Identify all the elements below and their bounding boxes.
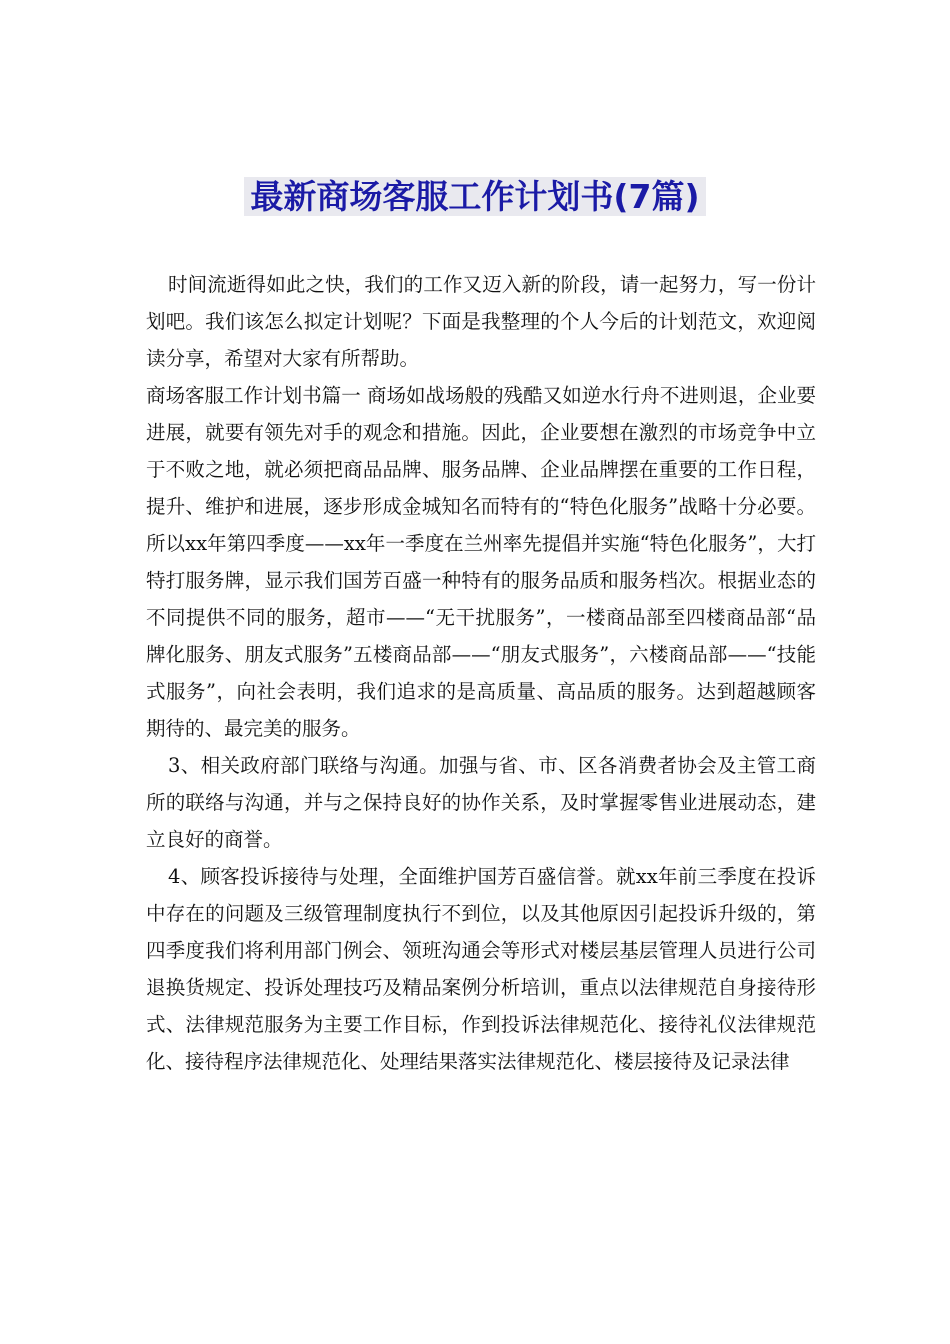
paragraph-intro: 时间流逝得如此之快，我们的工作又迈入新的阶段，请一起努力，写一份计划吧。我们该怎么拟定计划呢？下面是我整理的个人今后的计划范文，欢迎阅读分享，希望对大家有所帮助。 — [146, 273, 816, 370]
paragraph-section-one: 商场客服工作计划书篇一 商场如战场般的残酷又如逆水行舟不进则退，企业要进展，就要有领先对手的观念和措施。因此，企业要想在激烈的市场竞争中立于不败之地，就必须把商品品牌、服务品牌、企业品牌摆在重要的工作日程，提升、维护和进展，逐步形成金城知名而特有的“特色化服务”战略十分必要。所以xx年第四季度——xx年一季度在兰州率先提倡并实施“特色化服务”，大打特打服务牌，显示我们国芳百盛一种特有的服务品质和服务档次。根据业态的不同提供不同的服务，超市——“无干扰服务”，一楼商品部至四楼商品部“品牌化服务、朋友式服务”五楼商品部——“朋友式服务”，六楼商品部——“技能式服务”，向社会表明，我们追求的是高质量、高品质的服务。达到超越顾客期待的、最完美的服务。 — [146, 384, 816, 740]
paragraph-item-3: 3、相关政府部门联络与沟通。加强与省、市、区各消费者协会及主管工商所的联络与沟通，并与之保持良好的协作关系，及时掌握零售业进展动态，建立良好的商誉。 — [146, 754, 816, 851]
document-title-text: 最新商场客服工作计划书(7篇) — [244, 177, 705, 216]
document-body — [146, 266, 816, 1080]
paragraph-item-4: 4、顾客投诉接待与处理，全面维护国芳百盛信誉。就xx年前三季度在投诉中存在的问题及三级管理制度执行不到位，以及其他原因引起投诉升级的，第四季度我们将利用部门例会、领班沟通会等形式对楼层基层管理人员进行公司退换货规定、投诉处理技巧及精品案例分析培训，重点以法律规范自身接待形式、法律规范服务为主要工作目标，作到投诉法律规范化、接待礼仪法律规范化、接待程序法律规范化、处理结果落实法律规范化、楼层接待及记录法律 — [146, 865, 816, 1073]
document-title — [0, 174, 950, 220]
